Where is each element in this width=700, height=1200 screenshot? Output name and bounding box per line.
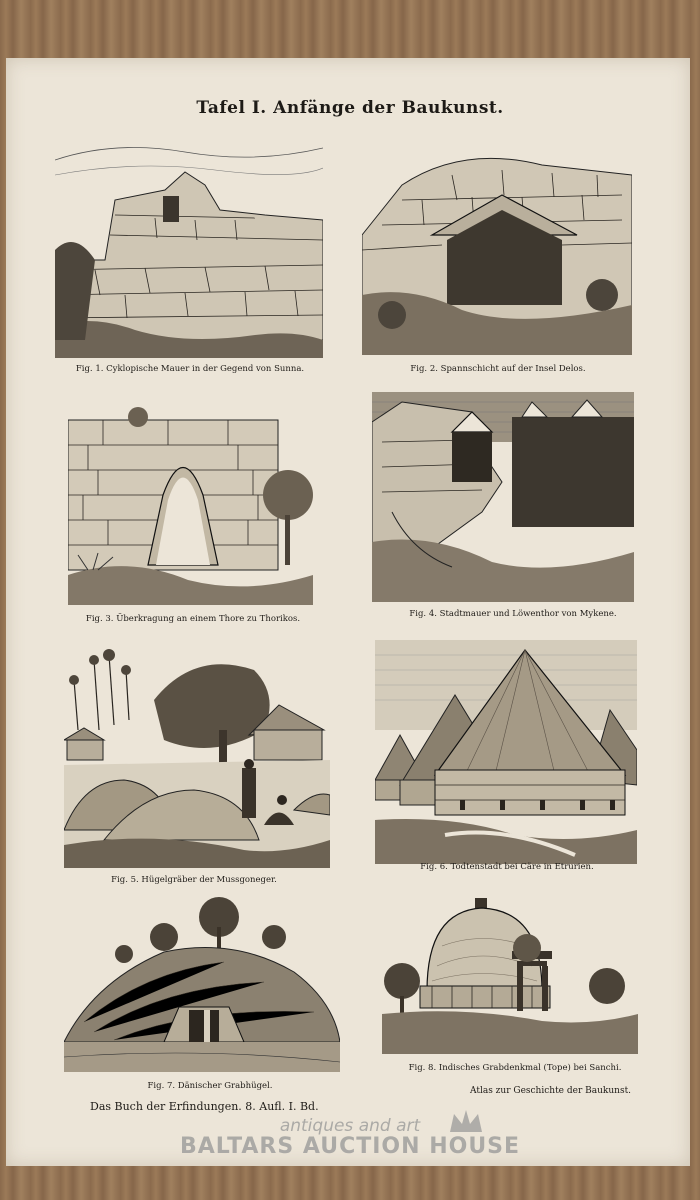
watermark-brand: BALTARS AUCTION HOUSE — [179, 1134, 521, 1159]
figure-5-caption: Fig. 5. Hügelgräber der Mussgoneger. — [111, 875, 277, 885]
figure-5-illustration — [64, 640, 330, 868]
figure-2-caption: Fig. 2. Spannschicht auf der Insel Delos. — [410, 364, 586, 374]
figure-8-illustration — [382, 896, 638, 1054]
watermark-tagline: antiques and art — [279, 1116, 421, 1136]
book-reference: Das Buch der Erfindungen. 8. Aufl. I. Bd. — [90, 1100, 319, 1113]
atlas-reference: Atlas zur Geschichte der Baukunst. — [470, 1086, 632, 1096]
figure-3-caption: Fig. 3. Überkragung an einem Thore zu Thorikos. — [85, 614, 301, 624]
figure-1-illustration — [55, 130, 323, 358]
figure-6-caption: Fig. 6. Todtenstadt bei Cäre in Etrurien. — [420, 862, 594, 872]
figure-2-illustration — [362, 145, 632, 355]
figure-6-illustration — [375, 640, 637, 864]
figure-7-illustration — [64, 892, 340, 1072]
crown-icon — [446, 1106, 486, 1136]
figure-4-caption: Fig. 4. Stadtmauer und Löwenthor von Mykene. — [409, 609, 617, 619]
figure-8-caption: Fig. 8. Indisches Grabdenkmal (Tope) bei Sanchi. — [408, 1063, 622, 1073]
figure-4-illustration — [372, 392, 634, 602]
figure-1-caption: Fig. 1. Cyklopische Mauer in der Gegend von Sunna. — [75, 364, 305, 374]
plate-title: Tafel I. Anfänge der Baukunst. — [196, 98, 504, 118]
figure-3-illustration — [68, 405, 313, 605]
figure-7-caption: Fig. 7. Dänischer Grabhügel. — [147, 1081, 273, 1091]
